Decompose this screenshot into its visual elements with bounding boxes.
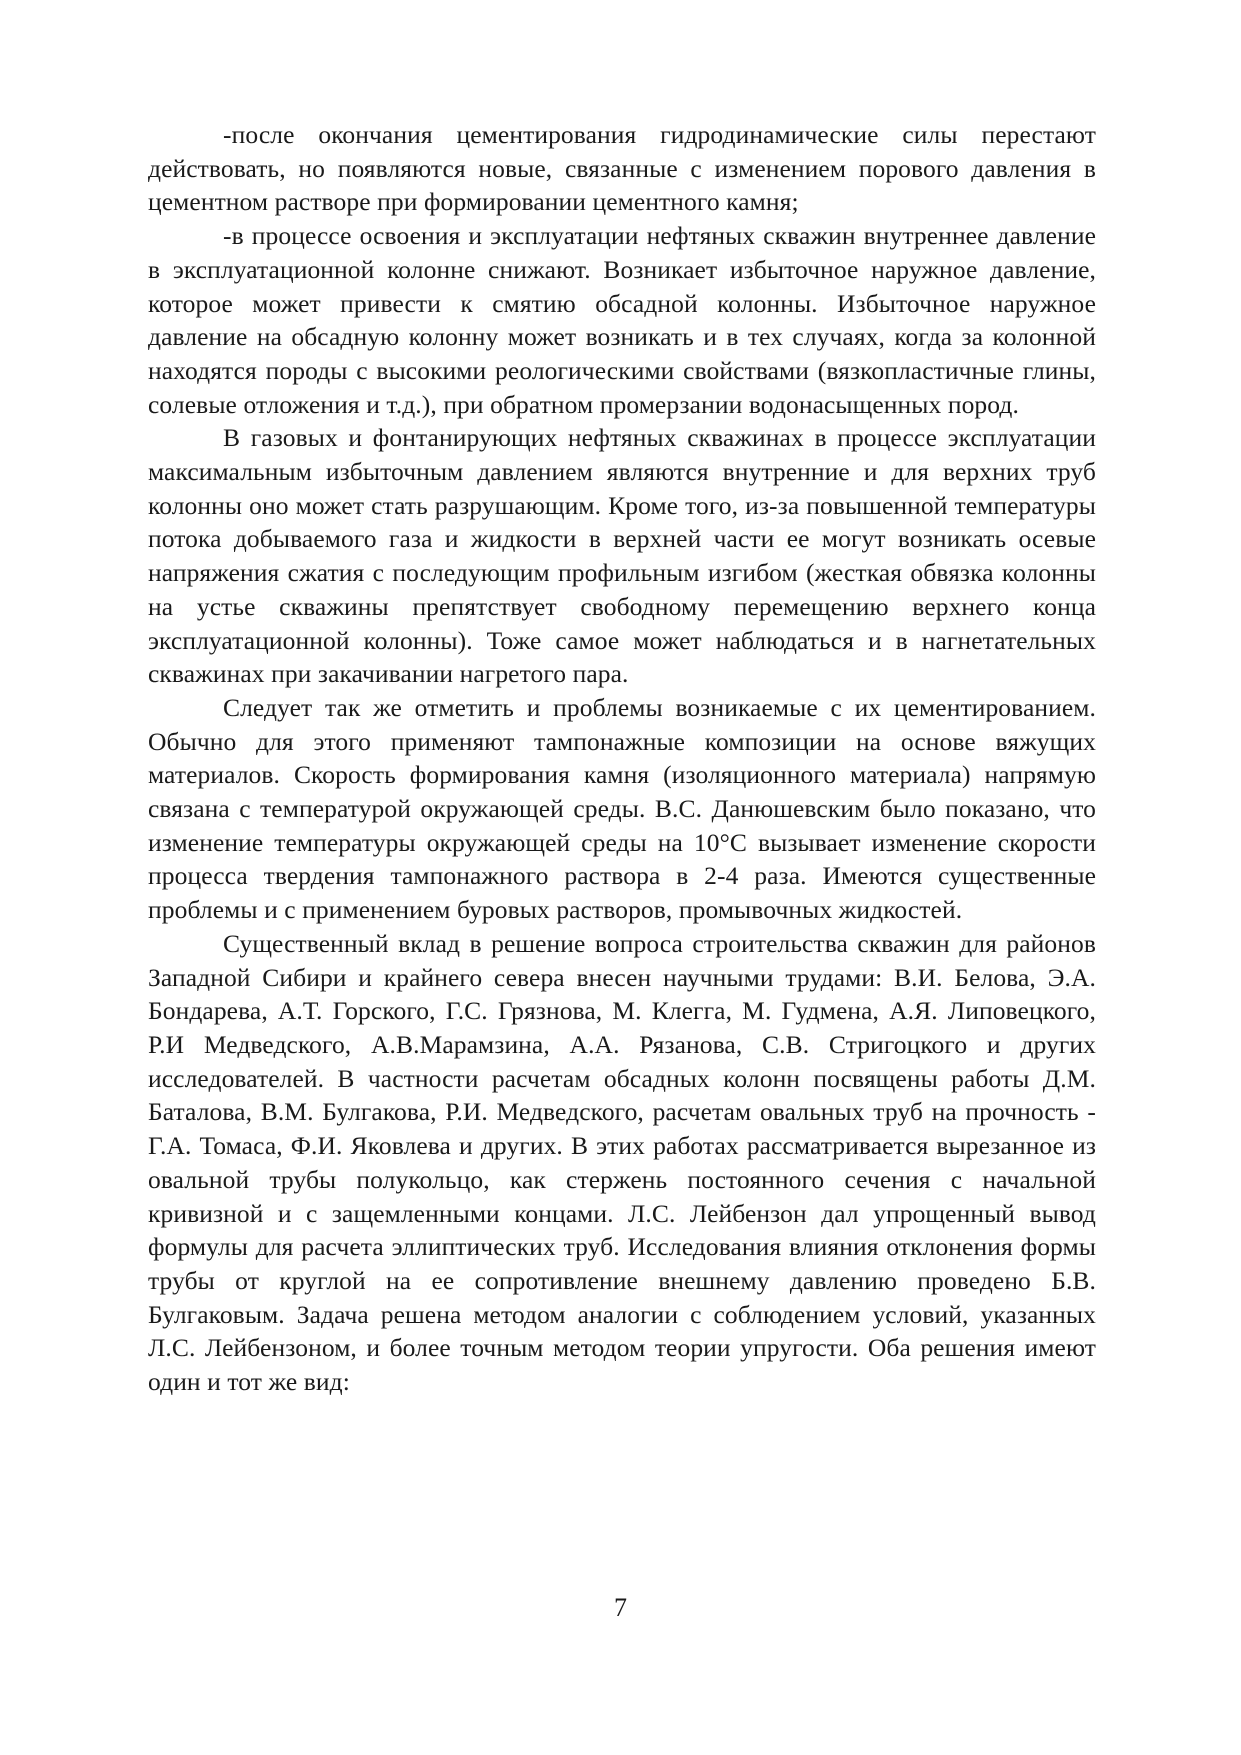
paragraph-cementing-problems: Следует так же отметить и проблемы возникаемые с их цементированием. Обычно для этого применяют тампонажные композиции на основе вяжущих материалов. Скорость формирования камня (изоляционного материала) напрямую связана с температурой окружающей среды. В.С. Данюшевским было показано, что изменение температуры окружающей среды на 10°С вызывает изменение скорости процесса твердения тампонажного раствора в 2-4 раза. Имеются существенные проблемы и с применением буровых растворов, промывочных жидкостей. [148,692,1096,925]
paragraph-research-contributions: Существенный вклад в решение вопроса строительства скважин для районов Западной Сибири и крайнего севера внесен научными трудами: В.И. Белова, Э.А. Бондарева, А.Т. Горского, Г.С. Грязнова, М. Клегга, М. Гудмена, А.Я. Липовецкого, Р.И Медведского, А.В.Марамзина, А.А. Рязанова, С.В. Стригоцкого и других исследователей. В частности расчетам обсадных колонн посвящены работы Д.М. Баталова, В.М. Булгакова, Р.И. Медведского, расчетам овальных труб на прочность - Г.А. Томаса, Ф.И. Яковлева и других. В этих работах рассматривается вырезанное из овальной трубы полукольцо, как стержень постоянного сечения с начальной кривизной и с защемленными концами. Л.С. Лейбензон дал упрощенный вывод формулы для расчета эллиптических труб. Исследования влияния отклонения формы трубы от круглой на ее сопротивление внешнему давлению проведено Б.В. Булгаковым. Задача решена методом аналогии с соблюдением условий, указанных Л.С. Лейбензоном, и более точным методом теории упругости. Оба решения имеют один и тот же вид: [148,928,1096,1397]
paragraph-cementing-end: -после окончания цементирования гидродинамические силы перестают действовать, но появляются новые, связанные с изменением порового давления в цементном растворе при формировании цементного камня; [148,120,1096,217]
page-number: 7 [614,1593,627,1622]
body-text [148,118,1096,1399]
paragraph-gas-wells: В газовых и фонтанирующих нефтяных скважинах в процессе эксплуатации максимальным избыточным давлением являются внутренние и для верхних труб колонны оно может стать разрушающим. Кроме того, из-за повышенной температуры потока добываемого газа и жидкости в верхней части ее могут возникать осевые напряжения сжатия с последующим профильным изгибом (жесткая обвязка колонны на устье скважины препятствует свободному перемещению верхнего конца эксплуатационной колонны). Тоже самое может наблюдаться и в нагнетательных скважинах при закачивании нагретого пара. [148,423,1096,689]
paragraph-well-operation: -в процессе освоения и эксплуатации нефтяных скважин внутреннее давление в эксплуатационной колонне снижают. Возникает избыточное наружное давление, которое может привести к смятию обсадной колонны. Избыточное наружное давление на обсадную колонну может возникать и в тех случаях, когда за колонной находятся породы с высокими реологическими свойствами (вязкопластичные глины, солевые отложения и т.д.), при обратном промерзании водонасыщенных пород. [148,221,1096,419]
